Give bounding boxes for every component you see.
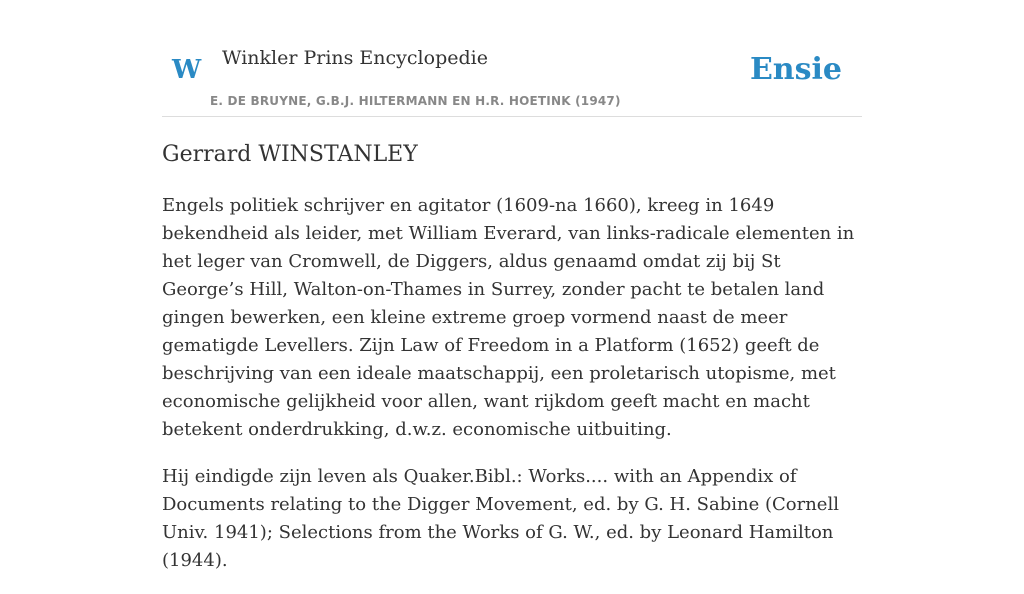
ensie-brand-logo[interactable]: Ensie <box>749 52 842 87</box>
site-header <box>162 0 862 117</box>
article-body <box>162 192 862 594</box>
encyclopedia-title[interactable]: Winkler Prins Encyclopedie <box>222 47 488 69</box>
winkler-prins-logo[interactable]: W <box>172 55 202 85</box>
article-paragraph: Hij eindigde zijn leven als Quaker.Bibl.: Works.... with an Appendix of Documents relating to the Digger Movement, ed. by G. H. Sabine (Cornell Univ. 1941); Selections from the Works of G. W., ed. by Leonard Hamilton (1944). <box>162 466 839 571</box>
article-title: Gerrard WINSTANLEY <box>162 142 418 167</box>
encyclopedia-authors: E. DE BRUYNE, G.B.J. HILTERMANN EN H.R. HOETINK (1947) <box>210 94 621 108</box>
article-paragraph: Engels politiek schrijver en agitator (1609-na 1660), kreeg in 1649 bekendheid als leider, met William Everard, van links-radicale elementen in het leger van Cromwell, de Diggers, aldus genaamd omdat zij bij St George’s Hill, Walton-on-Thames in Surrey, zonder pacht te betalen land gingen bewerken, een kleine extreme groep vormend naast de meer gematigde Levellers. Zijn Law of Freedom in a Platform (1652) geeft de beschrijving van een ideale maatschappij, een proletarisch utopisme, met economische gelijkheid voor allen, want rijkdom geeft macht en macht betekent onderdrukking, d.w.z. economische uitbuiting. <box>162 195 855 440</box>
